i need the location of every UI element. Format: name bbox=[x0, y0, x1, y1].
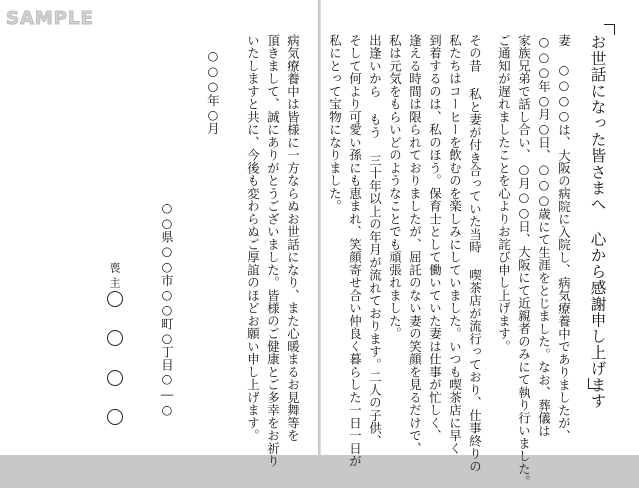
name-placeholder-circle bbox=[107, 370, 123, 386]
body-line: 私たちはコーヒーを飲むのを楽しみにしていました。いつも喫茶店に早く bbox=[447, 34, 463, 455]
address-line: ○○県○○市○○町○丁目○―○ bbox=[159, 200, 175, 418]
body-line: 私は元気をもらいどのようなことでも頑張れました。 bbox=[387, 34, 403, 340]
title-bracket-close bbox=[588, 378, 599, 389]
sender-label: 喪主 bbox=[108, 262, 121, 292]
body-line: ○○○年○月○日、○○○歳にて生涯をとじました。なお、葬儀は bbox=[536, 34, 552, 438]
date-line: ○○○年○月 bbox=[205, 48, 221, 135]
name-placeholder-circle bbox=[107, 330, 123, 346]
name-placeholder-circle bbox=[107, 409, 123, 425]
body-line: その昔 私と妻が付き合っていた当時 喫茶店が流行っており、仕事終りの bbox=[467, 34, 483, 473]
body-line: 病気療養中は皆様に一方ならぬお世話になり、また心暖まるお見舞等を bbox=[285, 34, 301, 442]
card-title: お世話になった皆さまへ 心から感謝申し上げます bbox=[588, 34, 607, 409]
body-line: 私にとって宝物になりました。 bbox=[327, 34, 343, 213]
body-line: 到着するのは、私のほう。保育士として働いていた妻は仕事が忙しく、 bbox=[427, 34, 443, 442]
body-line: そして何より可愛い孫にも恵まれ、笑顔寄せ合い仲良く暮らした一日一日が bbox=[347, 34, 363, 468]
body-line: 逢える時間は限られておりましたが、屈託のない妻の笑顔を見るだけで、 bbox=[407, 34, 423, 455]
body-line: 頂きまして、誠にありがとうございました。皆様のご健康とご多幸をお祈り bbox=[265, 34, 281, 468]
body-line: いたしますと共に、今後も変わらぬご厚誼のほどお願い申し上げます。 bbox=[245, 34, 261, 442]
body-line: 家族兄弟で話し合い、○月○○日、大阪にて近親者のみにて執り行いました。 bbox=[516, 34, 532, 488]
body-line: 妻 ○○○○は、大阪の病院に入院し、病気療養中でありましたが、 bbox=[556, 34, 572, 443]
sample-watermark: SAMPLE bbox=[6, 8, 94, 29]
name-placeholder-circle bbox=[107, 291, 123, 307]
body-line: ご通知が遅れましたことを心よりお詫び申し上げます。 bbox=[496, 34, 512, 353]
body-line: 出逢いから もう 三十年以上の年月が流れております。二人の子供、 bbox=[367, 34, 383, 448]
